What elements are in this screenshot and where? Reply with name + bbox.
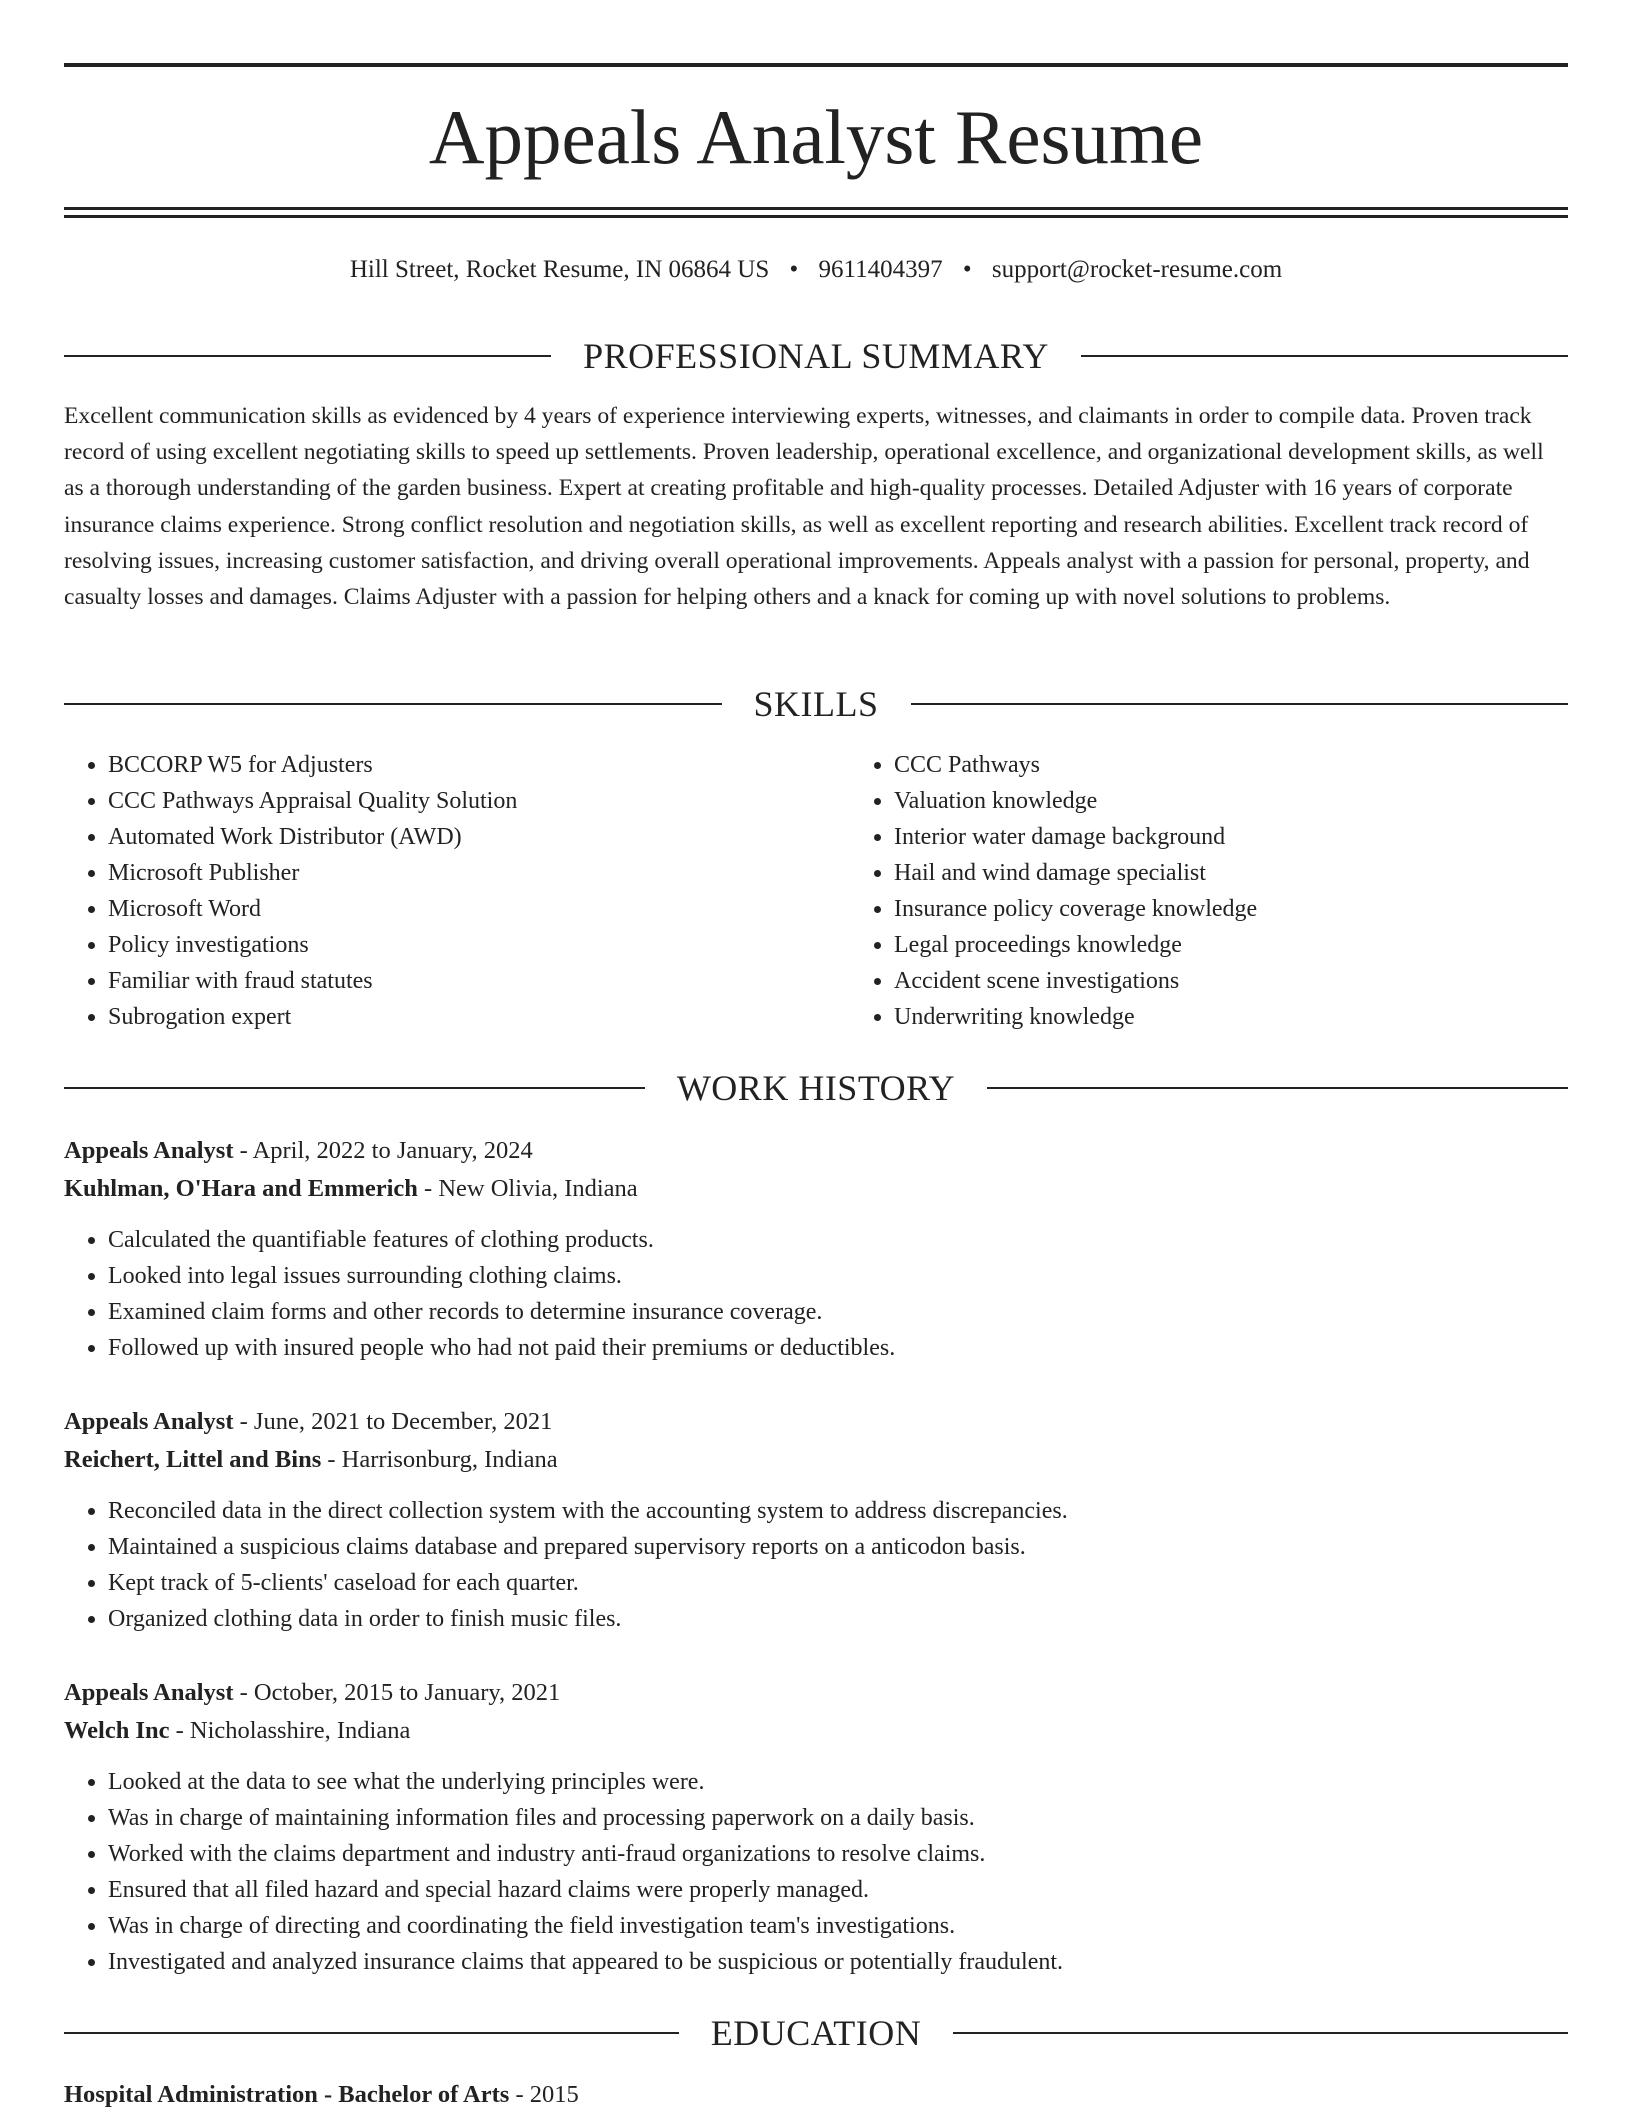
job-bullet: • Ensured that all filed hazard and special hazard claims were properly managed. — [108, 1872, 1568, 1908]
job-entry — [64, 1403, 1568, 1637]
job-bullets — [64, 1222, 1568, 1366]
skill-item: • BCCORP W5 for Adjusters — [108, 747, 850, 783]
skill-item: • Policy investigations — [108, 927, 850, 963]
job-bullet: • Organized clothing data in order to finish music files. — [108, 1601, 1568, 1637]
job-company: Kuhlman, O'Hara and Emmerich — [64, 1175, 418, 1202]
job-role-line — [64, 1674, 1568, 1712]
skill-item: • Accident scene investigations — [894, 963, 1568, 999]
contact-email: support@rocket-resume.com — [991, 256, 1283, 283]
job-bullet: • Worked with the claims department and industry anti-fraud organizations to resolve claims. — [108, 1836, 1568, 1872]
job-bullet: • Was in charge of maintaining information files and processing paperwork on a daily basis. — [108, 1800, 1568, 1836]
education-heading-label: EDUCATION — [710, 2013, 922, 2053]
skill-item: • CCC Pathways Appraisal Quality Solution — [108, 783, 850, 819]
job-bullet: • Was in charge of directing and coordinating the field investigation team's investigations. — [108, 1908, 1568, 1944]
skill-item: • Hail and wind damage specialist — [894, 855, 1568, 891]
skill-item: • Valuation knowledge — [894, 783, 1568, 819]
job-company-line — [64, 1712, 1568, 1750]
job-bullets — [64, 1493, 1568, 1637]
job-bullet: • Examined claim forms and other records to determine insurance coverage. — [108, 1294, 1568, 1330]
job-bullet: • Looked into legal issues surrounding clothing claims. — [108, 1258, 1568, 1294]
skill-item: • Automated Work Distributor (AWD) — [108, 819, 850, 855]
heading-rule-left — [64, 703, 722, 705]
work-history-heading — [64, 1066, 1568, 1110]
education-entry — [64, 2077, 1568, 2113]
job-bullet: • Investigated and analyzed insurance claims that appeared to be suspicious or potentially fraudulent. — [108, 1944, 1568, 1980]
job-company: Welch Inc — [64, 1717, 170, 1744]
skills-column-left — [64, 747, 850, 1035]
job-entry — [64, 1132, 1568, 1366]
job-location: - New Olivia, Indiana — [417, 1175, 638, 1202]
skill-item: • Legal proceedings knowledge — [894, 927, 1568, 963]
job-role-line — [64, 1132, 1568, 1170]
job-role-line — [64, 1403, 1568, 1441]
contact-address: Hill Street, Rocket Resume, IN 06864 US — [349, 256, 770, 283]
job-bullet: • Kept track of 5-clients' caseload for each quarter. — [108, 1565, 1568, 1601]
job-company-line — [64, 1170, 1568, 1208]
job-bullet: • Followed up with insured people who had not paid their premiums or deductibles. — [108, 1330, 1568, 1366]
skills-heading — [64, 682, 1568, 726]
skill-item: • Insurance policy coverage knowledge — [894, 891, 1568, 927]
skills-heading-label: SKILLS — [753, 684, 879, 724]
skill-item: • Underwriting knowledge — [894, 999, 1568, 1035]
summary-heading — [64, 334, 1568, 378]
heading-rule-left — [64, 1087, 645, 1089]
skill-item: • Interior water damage background — [894, 819, 1568, 855]
summary-heading-label: PROFESSIONAL SUMMARY — [583, 336, 1049, 376]
heading-rule-right — [911, 703, 1569, 705]
heading-rule-right — [953, 2032, 1568, 2034]
job-bullet: • Reconciled data in the direct collection system with the accounting system to address discrepancies. — [108, 1493, 1568, 1529]
job-dates: - April, 2022 to January, 2024 — [233, 1137, 533, 1164]
heading-rule-left — [64, 2032, 679, 2034]
job-bullet: • Looked at the data to see what the underlying principles were. — [108, 1764, 1568, 1800]
education-degree: Hospital Administration - Bachelor of Arts — [64, 2081, 510, 2108]
heading-rule-right — [1081, 355, 1568, 357]
education-year: - 2015 — [509, 2081, 579, 2108]
title-rule-lower — [64, 215, 1568, 218]
education-heading — [64, 2011, 1568, 2055]
title-rule-upper — [64, 207, 1568, 210]
skills-list — [64, 747, 1568, 1035]
skills-column-right — [850, 747, 1568, 1035]
job-bullet: • Calculated the quantifiable features of clothing products. — [108, 1222, 1568, 1258]
contact-separator: • — [962, 256, 972, 283]
job-company-line — [64, 1441, 1568, 1479]
job-location: - Nicholasshire, Indiana — [169, 1717, 411, 1744]
heading-rule-left — [64, 355, 551, 357]
skill-item: • Familiar with fraud statutes — [108, 963, 850, 999]
job-bullet: • Maintained a suspicious claims database and prepared supervisory reports on a anticodon basis. — [108, 1529, 1568, 1565]
job-title: Appeals Analyst — [64, 1679, 234, 1706]
work-history-heading-label: WORK HISTORY — [676, 1068, 956, 1108]
contact-line — [64, 252, 1568, 288]
top-rule — [64, 63, 1568, 67]
job-dates: - October, 2015 to January, 2021 — [233, 1679, 561, 1706]
skill-item: • Microsoft Word — [108, 891, 850, 927]
job-location: - Harrisonburg, Indiana — [321, 1446, 558, 1473]
contact-phone: 9611404397 — [818, 256, 943, 283]
skill-item: • Subrogation expert — [108, 999, 850, 1035]
resume-title: Appeals Analyst Resume — [428, 94, 1204, 180]
job-title: Appeals Analyst — [64, 1137, 234, 1164]
contact-separator: • — [789, 256, 799, 283]
job-title: Appeals Analyst — [64, 1408, 234, 1435]
job-company: Reichert, Littel and Bins — [64, 1446, 322, 1473]
summary-text: Excellent communication skills as evidenced by 4 years of experience interviewing experts, witnesses, and claimants in order to compile data. Proven track record of using excellent negotiating skills to speed up settlements. Proven leadership, operational excellence, and organizational development skills, as well as a thorough understanding of the garden business. Expert at creating profitable and high-quality processes. Detailed Adjuster with 16 years of corporate insurance claims experience. Strong conflict resolution and negotiation skills, as well as excellent reporting and research abilities. Excellent track record of resolving issues, increasing customer satisfaction, and driving overall operational improvements. Appeals analyst with a passion for personal, property, and casualty losses and damages. Claims Adjuster with a passion for helping others and a knack for coming up with novel solutions to problems. — [64, 403, 1544, 611]
job-entry — [64, 1674, 1568, 1980]
job-bullets — [64, 1764, 1568, 1980]
heading-rule-right — [987, 1087, 1568, 1089]
skill-item: • Microsoft Publisher — [108, 855, 850, 891]
job-dates: - June, 2021 to December, 2021 — [233, 1408, 553, 1435]
skill-item: • CCC Pathways — [894, 747, 1568, 783]
